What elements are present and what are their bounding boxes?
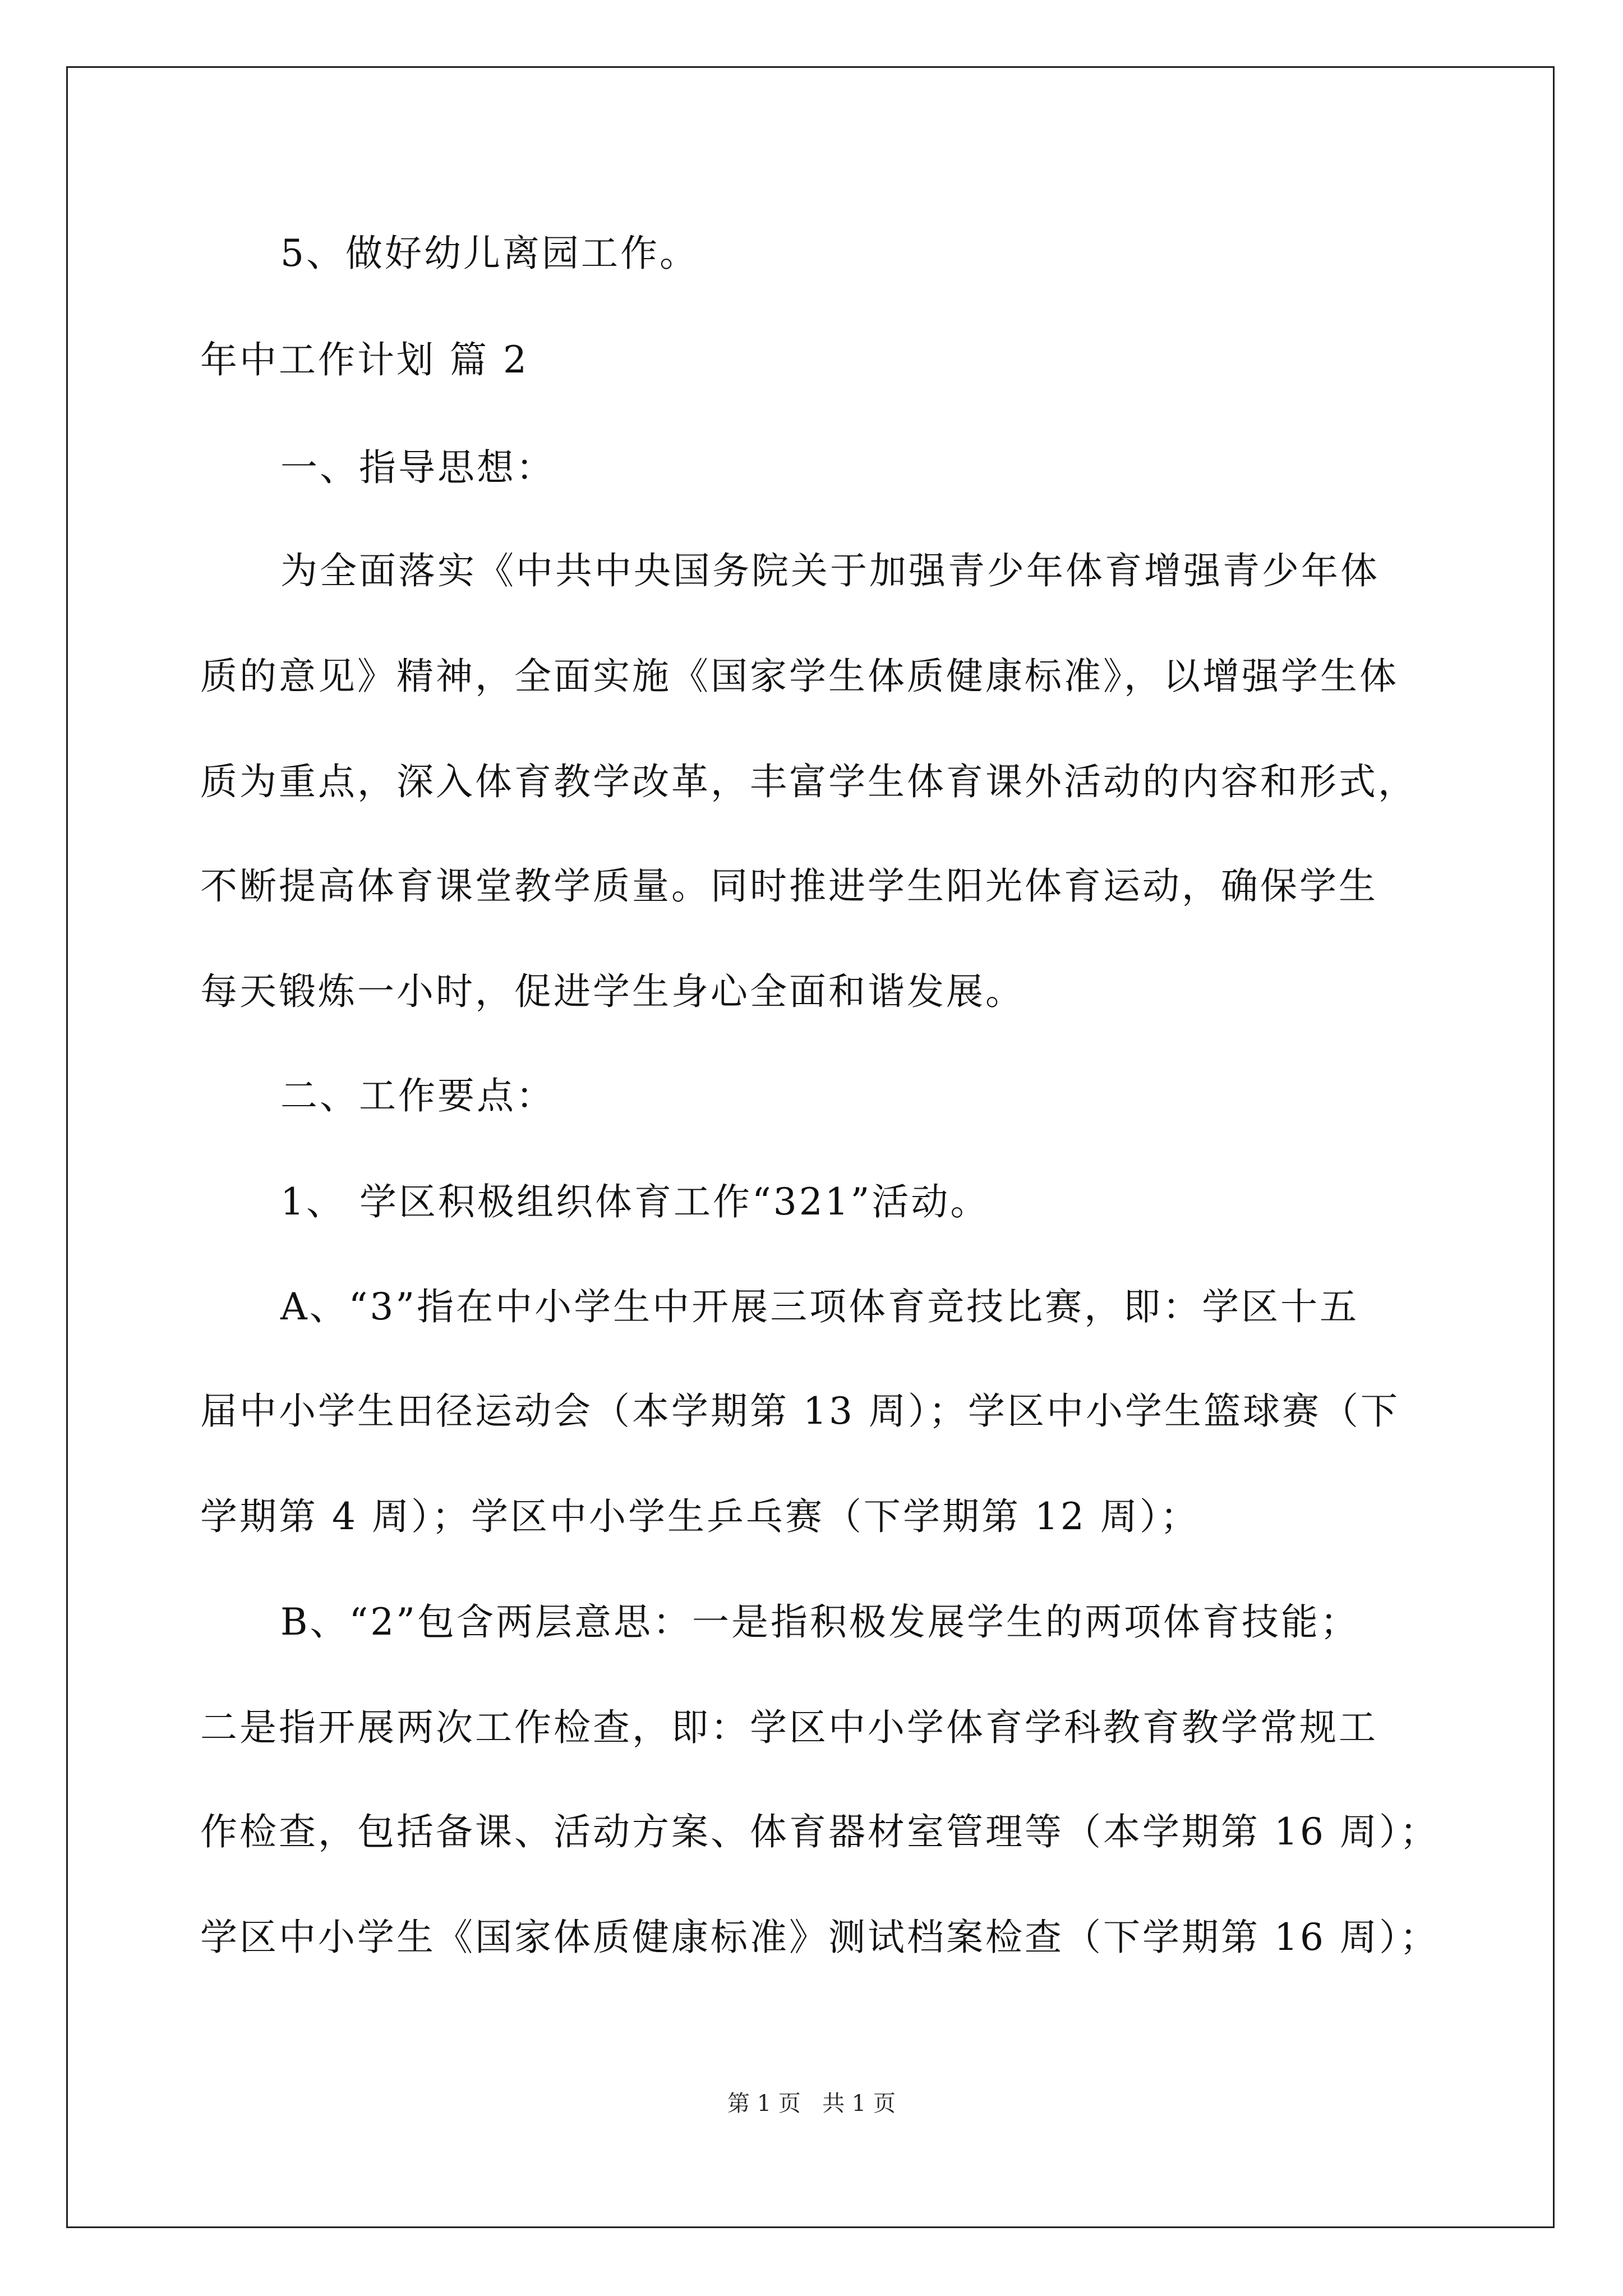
list-item-1: 1、 学区积极组织体育工作“321”活动。 xyxy=(280,1180,990,1223)
paragraph-line: 届中小学生田径运动会（本学期第 13 周）；学区中小学生篮球赛（下 xyxy=(200,1389,1400,1433)
page-number-footer: 第 1 页 共 1 页 xyxy=(727,2091,896,2116)
paragraph-line: 学区中小学生《国家体质健康标准》测试档案检查（下学期第 16 周）； xyxy=(200,1916,1439,1959)
paragraph-line: 为全面落实《中共中央国务院关于加强青少年体育增强青少年体 xyxy=(280,549,1380,592)
heading-work-points: 二、工作要点： xyxy=(280,1074,555,1117)
page-border xyxy=(66,66,1555,2228)
paragraph-line: A、“3”指在中小学生中开展三项体育竞技比赛，即：学区十五 xyxy=(280,1285,1359,1328)
paragraph-line: B、“2”包含两层意思：一是指积极发展学生的两项体育技能； xyxy=(280,1600,1359,1644)
paragraph-line: 二是指开展两次工作检查，即：学区中小学体育学科教育教学常规工 xyxy=(200,1706,1378,1749)
paragraph-line: 学期第 4 周）；学区中小学生乒乓赛（下学期第 12 周）； xyxy=(200,1495,1200,1538)
paragraph-line: 作检查，包括备课、活动方案、体育器材室管理等（本学期第 16 周）； xyxy=(200,1810,1439,1853)
paragraph-line: 每天锻炼一小时，促进学生身心全面和谐发展。 xyxy=(200,970,1025,1013)
paragraph-line: 不断提高体育课堂教学质量。同时推进学生阳光体育运动，确保学生 xyxy=(200,864,1378,908)
list-item-5: 5、做好幼儿离园工作。 xyxy=(280,232,699,275)
section-heading: 年中工作计划 篇 2 xyxy=(200,338,529,381)
paragraph-line: 质为重点，深入体育教学改革，丰富学生体育课外活动的内容和形式， xyxy=(200,760,1417,803)
heading-guiding-thought: 一、指导思想： xyxy=(280,446,555,489)
paragraph-line: 质的意见》精神，全面实施《国家学生体质健康标准》，以增强学生体 xyxy=(200,655,1399,698)
